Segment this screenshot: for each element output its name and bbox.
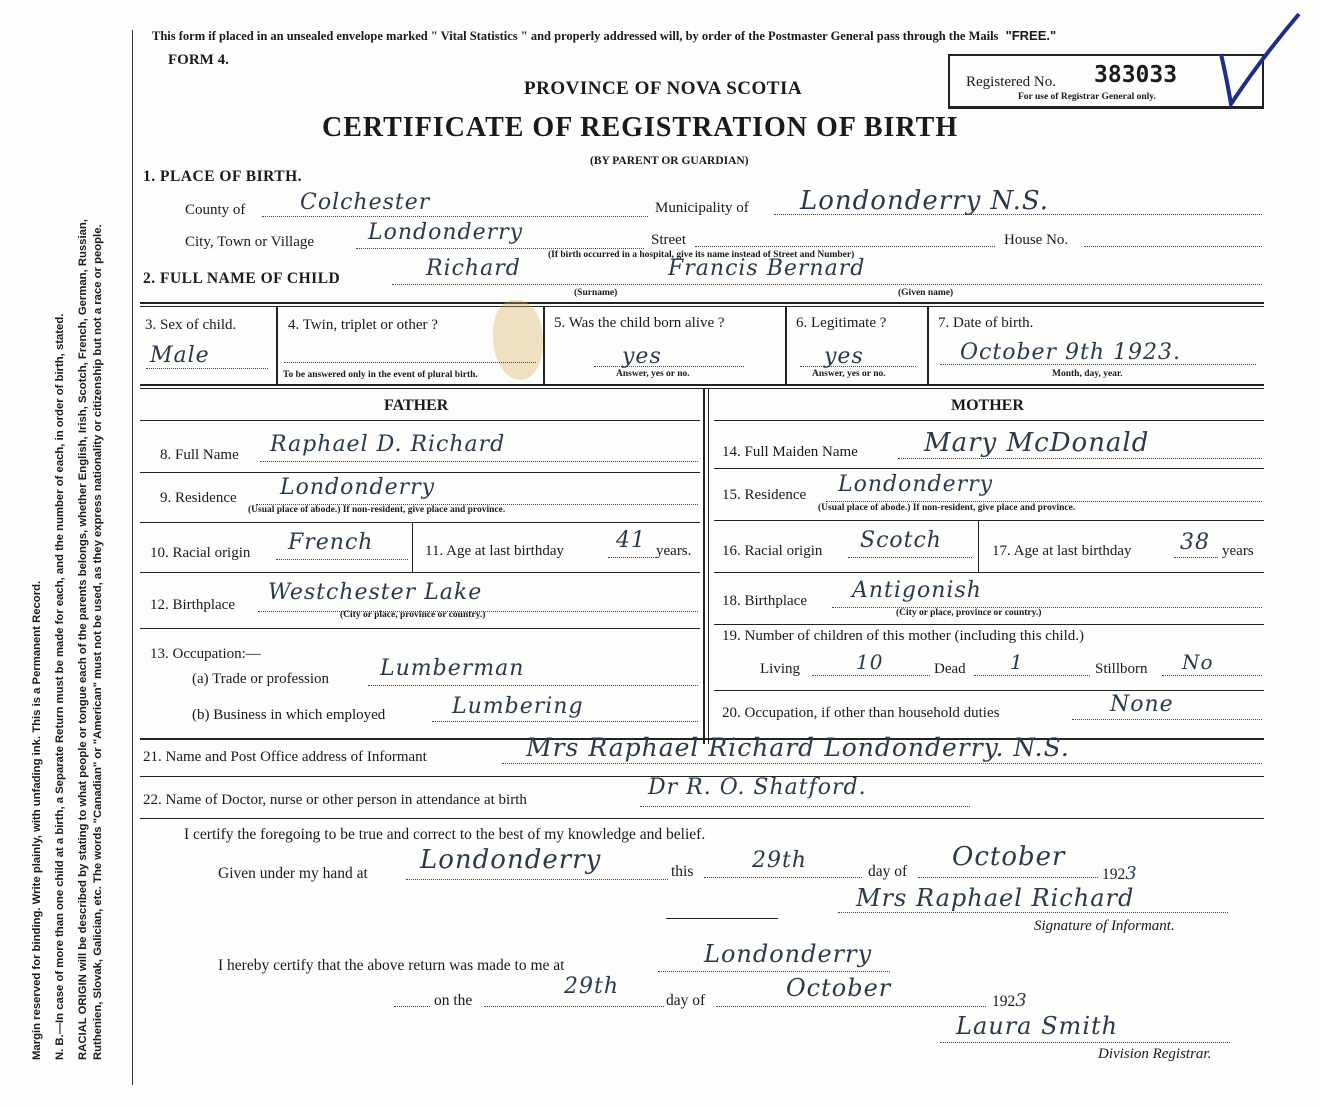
registrar-on-the-label: on the	[434, 992, 473, 1009]
alive-value: yes	[622, 344, 662, 369]
mother-birthplace-label: 18. Birthplace	[722, 593, 807, 609]
father-business-value: Lumbering	[452, 694, 584, 719]
province-heading: PROVINCE OF NOVA SCOTIA	[524, 78, 803, 99]
certify-statement: I certify the foregoing to be true and correct to the best of my knowledge and belief.	[184, 826, 706, 843]
dob-label: 7. Date of birth.	[938, 315, 1034, 331]
father-age-value: 41	[616, 528, 646, 553]
legitimate-value: yes	[824, 344, 864, 369]
certify-year-suffix: 3	[1125, 863, 1138, 884]
dead-value: 1	[1010, 650, 1024, 674]
dob-note: Month, day, year.	[1052, 369, 1123, 379]
certify-year	[1102, 863, 1138, 884]
registrar-year-suffix: 3	[1015, 990, 1028, 1011]
certify-day: 29th	[752, 848, 808, 873]
child-surname: Richard	[426, 256, 521, 281]
mother-age-value: 38	[1180, 530, 1210, 555]
mother-name-label: 14. Full Maiden Name	[722, 444, 858, 460]
registrar-year	[992, 990, 1028, 1011]
mother-birthplace-value: Antigonish	[852, 578, 982, 603]
city-label: City, Town or Village	[185, 234, 315, 250]
free-label: "FREE."	[1005, 28, 1057, 43]
father-age-label: 11. Age at last birthday	[425, 543, 564, 559]
margin-note: RACIAL ORIGIN will be described by stating to what people or tongue each of the parents belongs, whether English, Irish, Scotch, French, German, Russian,	[77, 219, 89, 1060]
father-residence-label: 9. Residence	[160, 490, 237, 506]
child-name-label: 2. FULL NAME OF CHILD	[143, 270, 341, 287]
father-race-label: 10. Racial origin	[150, 545, 251, 561]
certify-year-prefix: 192	[1102, 866, 1126, 883]
twin-label: 4. Twin, triplet or other ?	[288, 317, 438, 333]
certify-this-label: this	[671, 863, 694, 880]
registrar-statement: I hereby certify that the above return was made to me at	[218, 957, 565, 974]
paper-stain	[493, 300, 543, 380]
given-under-label: Given under my hand at	[218, 865, 368, 882]
registered-note: For use of Registrar General only.	[1018, 92, 1156, 102]
sex-value: Male	[150, 343, 210, 368]
father-name-label: 8. Full Name	[160, 447, 239, 463]
mother-occupation-value: None	[1110, 692, 1174, 717]
stillborn-label: Stillborn	[1095, 661, 1148, 677]
place-of-birth-label: 1. PLACE OF BIRTH.	[143, 168, 303, 185]
registrar-place: Londonderry	[704, 940, 873, 968]
living-label: Living	[760, 661, 800, 677]
mail-notice	[152, 28, 1056, 44]
certify-day-of-label: day of	[868, 863, 908, 880]
sex-label: 3. Sex of child.	[145, 317, 237, 333]
mother-age-label: 17. Age at last birthday	[992, 543, 1132, 559]
legitimate-note: Answer, yes or no.	[812, 369, 886, 379]
living-value: 10	[856, 650, 884, 674]
father-age-years: years.	[656, 543, 692, 559]
mother-birthplace-note: (City or place, province or country.)	[896, 608, 1042, 618]
alive-note: Answer, yes or no.	[616, 369, 690, 379]
registrar-day-of-label: day of	[666, 992, 706, 1009]
mother-race-value: Scotch	[860, 528, 942, 553]
twin-note: To be answered only in the event of plural birth.	[283, 370, 478, 380]
informant-value: Mrs Raphael Richard Londonderry. N.S.	[526, 733, 1070, 762]
father-race-value: French	[288, 530, 374, 555]
municipality-value: Londonderry N.S.	[800, 186, 1050, 216]
margin-rule	[132, 30, 133, 1085]
father-trade-value: Lumberman	[380, 656, 525, 681]
registered-label: Registered No.	[966, 74, 1056, 90]
margin-note: Margin reserved for binding. Write plainly, with unfading ink. This is a Permanent Record.	[31, 580, 43, 1060]
dob-value: October 9th 1923.	[960, 340, 1182, 365]
street-label: Street	[651, 232, 686, 248]
certify-place: Londonderry	[420, 845, 602, 875]
registrar-year-prefix: 192	[992, 993, 1016, 1010]
mail-notice-text: This form if placed in an unsealed envelope marked " Vital Statistics " and properly addressed will, by order of the Postmaster General pass through the Mails	[152, 29, 999, 43]
father-birthplace-value: Westchester Lake	[268, 580, 483, 605]
dead-label: Dead	[934, 661, 966, 677]
certificate-subtitle: (BY PARENT OR GUARDIAN)	[590, 155, 749, 167]
registrar-day: 29th	[564, 974, 620, 999]
informant-label: 21. Name and Post Office address of Informant	[143, 749, 427, 765]
children-count-label: 19. Number of children of this mother (including this child.)	[722, 628, 1085, 644]
father-residence-value: Londonderry	[280, 475, 436, 500]
mother-race-label: 16. Racial origin	[722, 543, 823, 559]
mother-residence-label: 15. Residence	[722, 487, 807, 503]
doctor-value: Dr R. O. Shatford.	[648, 775, 867, 800]
margin-notes	[30, 20, 120, 1060]
alive-label: 5. Was the child born alive ?	[554, 315, 725, 331]
certify-month: October	[952, 842, 1066, 872]
father-heading: FATHER	[384, 397, 449, 414]
certificate-title: CERTIFICATE OF REGISTRATION OF BIRTH	[322, 112, 959, 143]
mother-age-years: years	[1222, 543, 1254, 559]
mother-residence-note: (Usual place of abode.) If non-resident, give place and province.	[818, 503, 1076, 513]
mother-name-value: Mary McDonald	[924, 428, 1150, 458]
informant-signature-label: Signature of Informant.	[1034, 918, 1175, 934]
informant-signature: Mrs Raphael Richard	[856, 884, 1135, 912]
father-residence-note: (Usual place of abode.) If non-resident, give place and province.	[248, 505, 506, 515]
form-number: FORM 4.	[168, 52, 229, 68]
father-occupation-label: 13. Occupation:—	[150, 646, 261, 662]
registrar-signature: Laura Smith	[956, 1012, 1119, 1040]
child-given-name: Francis Bernard	[668, 256, 866, 281]
father-birthplace-note: (City or place, province or country.)	[340, 610, 486, 620]
mother-heading: MOTHER	[951, 397, 1024, 414]
municipality-label: Municipality of	[655, 200, 749, 216]
margin-note: Ruthenien, Slovak, Galician, etc. The words "Canadian" or "American" must not be used, as they express nationality or citizenship but not a race or people.	[92, 224, 104, 1060]
check-mark-icon	[1215, 10, 1305, 110]
father-birthplace-label: 12. Birthplace	[150, 597, 235, 613]
registrar-month: October	[786, 974, 892, 1002]
mother-residence-value: Londonderry	[838, 472, 994, 497]
margin-note: N. B.—In case of more than one child at a birth, a Separate Return must be made for each, and the number of each, in order of birth, stated.	[54, 313, 66, 1060]
father-business-label: (b) Business in which employed	[192, 707, 386, 723]
registrar-signature-label: Division Registrar.	[1098, 1046, 1212, 1062]
surname-note: (Surname)	[574, 288, 618, 298]
house-no-label: House No.	[1004, 232, 1069, 248]
legitimate-label: 6. Legitimate ?	[796, 315, 887, 331]
father-trade-label: (a) Trade or profession	[192, 671, 330, 687]
county-label: County of	[185, 202, 246, 218]
registered-number: 383033	[1094, 62, 1178, 88]
street-note: (If birth occurred in a hospital, give its name instead of Street and Number)	[548, 250, 855, 260]
doctor-label: 22. Name of Doctor, nurse or other person in attendance at birth	[143, 792, 527, 808]
city-value: Londonderry	[368, 220, 524, 245]
father-name-value: Raphael D. Richard	[270, 432, 506, 457]
mother-occupation-label: 20. Occupation, if other than household duties	[722, 705, 1000, 721]
stillborn-value: No	[1182, 650, 1214, 674]
given-name-note: (Given name)	[898, 288, 954, 298]
county-value: Colchester	[300, 190, 431, 215]
